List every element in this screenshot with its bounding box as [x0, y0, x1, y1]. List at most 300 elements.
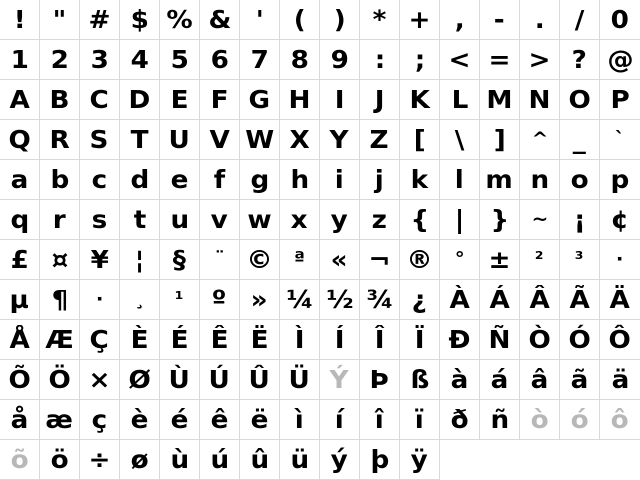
glyph-character: 1 [10, 45, 29, 74]
glyph-character: ÿ [410, 445, 429, 474]
glyph-character: w [247, 205, 272, 234]
glyph-character: W [245, 125, 274, 154]
glyph-character: ( [293, 5, 306, 34]
glyph-character: k [410, 165, 429, 194]
glyph-cell[interactable] [80, 0, 120, 40]
glyph-character: ¶ [51, 285, 68, 314]
glyph-cell[interactable] [560, 360, 600, 400]
glyph-cell[interactable] [160, 200, 200, 240]
glyph-character: r [53, 205, 66, 234]
glyph-cell[interactable] [160, 0, 200, 40]
glyph-cell[interactable] [400, 40, 440, 80]
glyph-cell[interactable] [480, 240, 520, 280]
glyph-cell[interactable] [200, 0, 240, 40]
glyph-character: R [49, 125, 70, 154]
glyph-character: à [450, 365, 469, 394]
glyph-cell[interactable] [240, 360, 280, 400]
glyph-cell[interactable] [320, 120, 360, 160]
glyph-cell[interactable] [520, 120, 560, 160]
glyph-character: é [170, 405, 189, 434]
glyph-character: Ù [168, 365, 191, 394]
glyph-cell[interactable] [280, 120, 320, 160]
glyph-character: © [246, 245, 273, 274]
glyph-cell[interactable] [0, 440, 40, 480]
glyph-cell[interactable] [80, 200, 120, 240]
glyph-character: : [374, 45, 385, 74]
glyph-character: ® [406, 245, 433, 274]
glyph-cell[interactable] [120, 240, 160, 280]
glyph-character: · [95, 288, 104, 310]
glyph-cell[interactable] [360, 200, 400, 240]
glyph-cell[interactable] [0, 360, 40, 400]
glyph-character: u [170, 205, 189, 234]
glyph-cell[interactable] [520, 240, 560, 280]
glyph-character: G [248, 85, 271, 114]
glyph-cell[interactable] [280, 320, 320, 360]
glyph-character: ô [610, 405, 630, 434]
glyph-cell[interactable] [560, 80, 600, 120]
glyph-cell[interactable] [160, 80, 200, 120]
glyph-cell[interactable] [600, 80, 640, 120]
glyph-cell[interactable] [40, 80, 80, 120]
glyph-cell[interactable] [600, 320, 640, 360]
glyph-cell[interactable] [120, 360, 160, 400]
glyph-character: N [528, 85, 551, 114]
glyph-character: F [210, 85, 229, 114]
glyph-character: Ø [128, 365, 151, 394]
glyph-character: . [534, 5, 545, 34]
glyph-cell[interactable] [360, 40, 400, 80]
glyph-character: v [210, 205, 229, 234]
glyph-cell[interactable] [360, 280, 400, 320]
glyph-cell[interactable] [0, 120, 40, 160]
glyph-cell[interactable] [280, 360, 320, 400]
glyph-cell[interactable] [0, 280, 40, 320]
glyph-cell[interactable] [80, 160, 120, 200]
glyph-cell[interactable] [480, 120, 520, 160]
glyph-cell[interactable] [600, 400, 640, 440]
glyph-character: µ [9, 285, 30, 314]
glyph-cell[interactable] [160, 320, 200, 360]
glyph-cell[interactable] [480, 280, 520, 320]
glyph-cell[interactable] [0, 0, 40, 40]
glyph-cell[interactable] [0, 240, 40, 280]
glyph-cell[interactable] [0, 40, 40, 80]
glyph-cell[interactable] [200, 200, 240, 240]
glyph-character: I [334, 85, 345, 114]
glyph-cell[interactable] [400, 120, 440, 160]
glyph-character: q [10, 205, 29, 234]
glyph-cell[interactable] [240, 280, 280, 320]
glyph-cell[interactable] [240, 200, 280, 240]
glyph-character: ? [571, 45, 588, 74]
glyph-cell[interactable] [360, 80, 400, 120]
glyph-cell[interactable] [560, 200, 600, 240]
glyph-cell[interactable] [360, 0, 400, 40]
glyph-cell[interactable] [80, 240, 120, 280]
glyph-character: B [49, 85, 70, 114]
glyph-cell[interactable] [40, 360, 80, 400]
glyph-cell[interactable] [40, 240, 80, 280]
glyph-character: · [616, 248, 624, 270]
glyph-character: - [494, 5, 505, 34]
glyph-cell[interactable] [320, 400, 360, 440]
glyph-character: } [490, 205, 509, 234]
glyph-character: Ô [608, 325, 632, 354]
glyph-cell[interactable] [200, 320, 240, 360]
glyph-cell[interactable] [160, 160, 200, 200]
glyph-character: ß [410, 365, 429, 394]
glyph-cell[interactable] [480, 80, 520, 120]
glyph-cell[interactable] [160, 440, 200, 480]
glyph-character: ê [210, 405, 229, 434]
glyph-cell[interactable] [360, 360, 400, 400]
glyph-cell[interactable] [40, 200, 80, 240]
glyph-cell[interactable] [160, 400, 200, 440]
glyph-character: J [374, 85, 385, 114]
glyph-character: Ç [89, 325, 110, 354]
glyph-character: Ò [528, 325, 551, 354]
glyph-character: | [454, 205, 465, 234]
glyph-cell[interactable] [400, 360, 440, 400]
glyph-character: Ä [609, 285, 631, 314]
glyph-cell[interactable] [480, 360, 520, 400]
glyph-cell[interactable] [600, 40, 640, 80]
glyph-character: ¨ [214, 248, 225, 270]
glyph-character: ð [450, 405, 469, 434]
glyph-character: s [91, 205, 108, 234]
glyph-cell[interactable] [360, 120, 400, 160]
glyph-character: â [530, 365, 549, 394]
glyph-character: Ï [414, 325, 425, 354]
glyph-character: ¾ [365, 285, 394, 314]
glyph-cell[interactable] [160, 280, 200, 320]
glyph-cell[interactable] [240, 400, 280, 440]
glyph-cell[interactable] [400, 320, 440, 360]
glyph-cell[interactable] [480, 0, 520, 40]
glyph-cell[interactable] [120, 440, 160, 480]
glyph-character: S [90, 125, 109, 154]
glyph-cell[interactable] [440, 40, 480, 80]
glyph-cell[interactable] [560, 40, 600, 80]
glyph-cell[interactable] [400, 280, 440, 320]
glyph-character: ~ [531, 208, 548, 230]
glyph-cell[interactable] [440, 200, 480, 240]
glyph-cell[interactable] [240, 40, 280, 80]
glyph-cell[interactable] [80, 320, 120, 360]
glyph-cell[interactable] [320, 280, 360, 320]
glyph-cell[interactable] [280, 400, 320, 440]
glyph-character: L [451, 85, 468, 114]
glyph-character: Ì [294, 325, 305, 354]
glyph-cell[interactable] [400, 400, 440, 440]
glyph-cell[interactable] [480, 160, 520, 200]
glyph-cell[interactable] [320, 440, 360, 480]
glyph-cell[interactable] [240, 80, 280, 120]
glyph-cell[interactable] [80, 400, 120, 440]
glyph-character: P [610, 85, 630, 114]
glyph-cell[interactable] [120, 320, 160, 360]
glyph-cell[interactable] [360, 160, 400, 200]
glyph-cell[interactable] [80, 120, 120, 160]
glyph-character: V [209, 125, 230, 154]
glyph-cell[interactable] [440, 280, 480, 320]
glyph-character: C [89, 85, 110, 114]
glyph-cell[interactable] [0, 320, 40, 360]
glyph-cell[interactable] [360, 400, 400, 440]
glyph-character: % [166, 5, 193, 34]
glyph-cell[interactable] [560, 320, 600, 360]
glyph-cell[interactable] [520, 280, 560, 320]
glyph-cell[interactable] [200, 240, 240, 280]
glyph-cell[interactable] [560, 280, 600, 320]
glyph-cell[interactable] [200, 80, 240, 120]
glyph-cell[interactable] [600, 240, 640, 280]
glyph-cell[interactable] [440, 0, 480, 40]
glyph-cell[interactable] [440, 80, 480, 120]
glyph-cell[interactable] [360, 240, 400, 280]
glyph-cell[interactable] [520, 360, 560, 400]
glyph-character: ü [290, 445, 309, 474]
glyph-cell[interactable] [200, 360, 240, 400]
glyph-character: g [250, 165, 269, 194]
glyph-cell[interactable] [320, 240, 360, 280]
glyph-cell[interactable] [160, 40, 200, 80]
glyph-cell[interactable] [120, 80, 160, 120]
glyph-cell[interactable] [280, 200, 320, 240]
glyph-character: Ñ [488, 325, 511, 354]
glyph-cell[interactable] [400, 440, 440, 480]
glyph-character: ì [294, 405, 304, 434]
glyph-cell[interactable] [520, 0, 560, 40]
glyph-character: × [88, 365, 111, 394]
glyph-cell[interactable] [200, 160, 240, 200]
glyph-cell[interactable] [600, 160, 640, 200]
glyph-cell[interactable] [160, 120, 200, 160]
glyph-character: $ [130, 5, 149, 34]
glyph-cell[interactable] [80, 280, 120, 320]
glyph-cell[interactable] [480, 400, 520, 440]
glyph-cell[interactable] [480, 40, 520, 80]
glyph-cell[interactable] [560, 400, 600, 440]
glyph-cell[interactable] [160, 240, 200, 280]
glyph-cell[interactable] [560, 120, 600, 160]
glyph-character: ¬ [368, 245, 391, 274]
glyph-character: è [130, 405, 149, 434]
glyph-cell[interactable] [80, 40, 120, 80]
glyph-cell[interactable] [120, 120, 160, 160]
glyph-cell[interactable] [280, 240, 320, 280]
glyph-cell[interactable] [0, 200, 40, 240]
glyph-cell[interactable] [480, 200, 520, 240]
glyph-cell[interactable] [120, 0, 160, 40]
glyph-cell[interactable] [440, 120, 480, 160]
glyph-cell[interactable] [40, 0, 80, 40]
glyph-cell[interactable] [200, 440, 240, 480]
glyph-character: t [133, 205, 146, 234]
glyph-cell[interactable] [240, 0, 280, 40]
glyph-character: ñ [490, 405, 509, 434]
glyph-cell[interactable] [440, 160, 480, 200]
glyph-cell[interactable] [520, 160, 560, 200]
glyph-character: Å [9, 325, 30, 354]
glyph-character: § [172, 245, 187, 274]
glyph-character: Ú [208, 365, 231, 394]
glyph-cell[interactable] [440, 360, 480, 400]
glyph-character: T [130, 125, 149, 154]
glyph-character: ù [170, 445, 189, 474]
glyph-cell[interactable] [520, 320, 560, 360]
glyph-cell[interactable] [280, 0, 320, 40]
glyph-cell[interactable] [360, 440, 400, 480]
glyph-cell[interactable] [320, 320, 360, 360]
glyph-cell[interactable] [480, 320, 520, 360]
glyph-cell[interactable] [440, 400, 480, 440]
glyph-character: # [88, 5, 111, 34]
glyph-cell[interactable] [80, 440, 120, 480]
glyph-cell[interactable] [400, 160, 440, 200]
glyph-character: ½ [325, 285, 354, 314]
glyph-cell[interactable] [560, 240, 600, 280]
glyph-cell[interactable] [280, 440, 320, 480]
glyph-cell[interactable] [240, 240, 280, 280]
glyph-cell[interactable] [360, 320, 400, 360]
glyph-character: Æ [45, 325, 74, 354]
glyph-cell[interactable] [240, 120, 280, 160]
glyph-cell[interactable] [200, 120, 240, 160]
glyph-cell[interactable] [280, 40, 320, 80]
glyph-character: i [334, 165, 344, 194]
glyph-cell[interactable] [560, 160, 600, 200]
glyph-character: X [289, 125, 310, 154]
glyph-cell[interactable] [40, 400, 80, 440]
glyph-cell[interactable] [0, 160, 40, 200]
glyph-cell[interactable] [520, 80, 560, 120]
glyph-cell[interactable] [280, 280, 320, 320]
glyph-cell[interactable] [520, 200, 560, 240]
glyph-cell[interactable] [320, 40, 360, 80]
glyph-cell[interactable] [520, 40, 560, 80]
glyph-cell[interactable] [320, 360, 360, 400]
glyph-character: , [454, 5, 465, 34]
glyph-character: Í [334, 325, 345, 354]
glyph-character: Ý [329, 365, 349, 394]
glyph-cell[interactable] [120, 280, 160, 320]
glyph-character: y [330, 205, 349, 234]
glyph-character: ! [13, 5, 26, 34]
glyph-cell[interactable] [600, 120, 640, 160]
glyph-cell[interactable] [200, 280, 240, 320]
glyph-cell[interactable] [80, 80, 120, 120]
glyph-cell[interactable] [320, 80, 360, 120]
glyph-cell[interactable] [120, 400, 160, 440]
glyph-cell[interactable] [400, 80, 440, 120]
glyph-character: Ö [48, 365, 71, 394]
glyph-character: a [10, 165, 29, 194]
glyph-character: Á [489, 285, 510, 314]
glyph-character: K [409, 85, 430, 114]
glyph-character: & [208, 5, 231, 34]
glyph-character: b [50, 165, 69, 194]
glyph-cell[interactable] [120, 40, 160, 80]
glyph-character: õ [10, 445, 29, 474]
glyph-cell[interactable] [200, 40, 240, 80]
glyph-character: 8 [290, 45, 309, 74]
glyph-cell[interactable] [0, 80, 40, 120]
glyph-cell[interactable] [520, 400, 560, 440]
glyph-cell[interactable] [120, 200, 160, 240]
glyph-cell[interactable] [240, 320, 280, 360]
glyph-character: î [374, 405, 384, 434]
glyph-character: h [290, 165, 309, 194]
glyph-character: 7 [250, 45, 269, 74]
glyph-character: A [9, 85, 30, 114]
glyph-character: Ê [210, 325, 229, 354]
glyph-cell[interactable] [40, 440, 80, 480]
glyph-character: x [291, 205, 308, 234]
glyph-character: » [251, 285, 268, 314]
glyph-cell[interactable] [400, 240, 440, 280]
glyph-character: ¸ [134, 288, 145, 310]
glyph-cell[interactable] [120, 160, 160, 200]
glyph-character: d [130, 165, 149, 194]
glyph-cell[interactable] [240, 440, 280, 480]
glyph-cell[interactable] [320, 0, 360, 40]
glyph-cell[interactable] [40, 120, 80, 160]
glyph-cell[interactable] [600, 280, 640, 320]
glyph-cell[interactable] [280, 160, 320, 200]
glyph-cell[interactable] [560, 0, 600, 40]
glyph-cell[interactable] [80, 360, 120, 400]
glyph-cell[interactable] [600, 0, 640, 40]
glyph-cell[interactable] [40, 280, 80, 320]
glyph-cell[interactable] [280, 80, 320, 120]
glyph-cell[interactable] [0, 400, 40, 440]
glyph-character: á [490, 365, 509, 394]
glyph-cell[interactable] [400, 200, 440, 240]
glyph-character: H [288, 85, 311, 114]
glyph-cell[interactable] [240, 160, 280, 200]
glyph-cell[interactable] [320, 160, 360, 200]
glyph-character: Û [248, 365, 271, 394]
glyph-cell[interactable] [40, 320, 80, 360]
glyph-character: / [574, 5, 585, 34]
glyph-character: ö [50, 445, 69, 474]
glyph-character: ú [210, 445, 229, 474]
glyph-character: ï [414, 405, 424, 434]
glyph-cell[interactable] [600, 360, 640, 400]
glyph-character: À [449, 285, 470, 314]
glyph-character: ° [454, 248, 465, 270]
glyph-cell[interactable] [440, 240, 480, 280]
glyph-cell[interactable] [200, 400, 240, 440]
glyph-character: Â [529, 285, 550, 314]
glyph-character: ë [250, 405, 269, 434]
glyph-cell[interactable] [160, 360, 200, 400]
glyph-cell[interactable] [600, 200, 640, 240]
glyph-cell[interactable] [320, 200, 360, 240]
glyph-character: Þ [369, 365, 390, 394]
glyph-character: Q [8, 125, 31, 154]
glyph-cell[interactable] [400, 0, 440, 40]
glyph-cell[interactable] [440, 320, 480, 360]
glyph-character: ÷ [88, 445, 111, 474]
glyph-character: û [250, 445, 269, 474]
glyph-character: j [374, 165, 384, 194]
glyph-character: z [371, 205, 388, 234]
glyph-cell[interactable] [40, 40, 80, 80]
glyph-cell[interactable] [40, 160, 80, 200]
